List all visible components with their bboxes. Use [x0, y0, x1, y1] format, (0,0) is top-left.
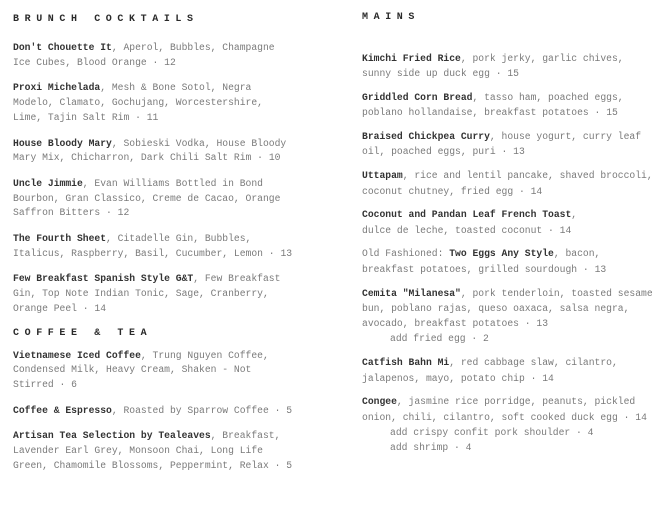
- item-description: , Trung Nguyen Coffee, Condensed Milk, Heavy Cream, Shaken - Not Stirred: [13, 349, 269, 390]
- mains-list: [362, 51, 662, 456]
- item-description: , rice and lentil pancake, shaved broccoli, coconut chutney, fried egg: [362, 170, 653, 197]
- item-name: Braised Chickpea Curry: [362, 131, 490, 143]
- menu-item: [362, 51, 662, 82]
- menu-item: [13, 429, 303, 473]
- menu-item: [13, 177, 303, 221]
- section-title-brunch-cocktails: BRUNCH COCKTAILS: [13, 14, 199, 25]
- item-description: , Sobieski Vodka, House Bloody Mary Mix, Chicharron, Dark Chili Salt Rim: [13, 137, 287, 164]
- item-price: · 11: [129, 112, 158, 123]
- item-name: Coffee & Espresso: [13, 404, 112, 416]
- item-price: · 5: [269, 405, 292, 416]
- coffee-tea-list: [13, 349, 303, 474]
- item-name: The Fourth Sheet: [13, 233, 107, 245]
- item-description: , Evan Williams Bottled in Bond Bourbon, Gran Classico, Creme de Cacao, Orange Saffron Bitters: [13, 177, 281, 219]
- item-description: , Breakfast, Lavender Earl Grey, Monsoon Chai, Long Life Green, Chamomile Blossoms, Peppermint, Relax: [13, 430, 281, 471]
- item-name: Catfish Bahn Mi: [362, 357, 450, 369]
- item-price: · 14: [513, 186, 542, 197]
- item-price: · 13: [263, 248, 292, 259]
- item-price: · 15: [490, 68, 519, 79]
- item-description: , Roasted by Sparrow Coffee: [111, 404, 269, 416]
- item-description: , pork tenderloin, toasted sesame bun, poblano rajas, queso oaxaca, salsa negra, avocado, breakfast potatoes: [362, 287, 653, 330]
- item-description: , Few Breakfast Gin, Top Note Indian Tonic, Sage, Cranberry, Orange Peel: [13, 273, 281, 314]
- item-description: , Aperol, Bubbles, Champagne Ice Cubes, Blood Orange: [13, 42, 275, 68]
- item-description: , tasso ham, poached eggs, poblano hollandaise, breakfast potatoes: [362, 92, 624, 119]
- item-name: Kimchi Fried Rice: [362, 53, 461, 64]
- item-price: · 14: [542, 225, 571, 236]
- item-name: Vietnamese Iced Coffee: [13, 349, 141, 361]
- menu-item: [362, 129, 662, 160]
- item-name: Cemita "Milanesa": [362, 287, 461, 299]
- item-description: , Mesh & Bone Sotol, Negra Modelo, Clamato, Gochujang, Worcestershire, Lime, Tajin Salt Rim: [13, 82, 263, 123]
- item-price: · 12: [100, 207, 129, 218]
- item-name: Congee: [362, 396, 397, 408]
- item-price: · 6: [54, 379, 77, 390]
- item-description: , jasmine rice porridge, peanuts, pickled onion, chili, cilantro, soft cooked duck egg: [362, 396, 636, 423]
- addon-price: · 2: [466, 333, 489, 344]
- menu-item: [362, 246, 662, 277]
- menu-item: [13, 41, 303, 70]
- item-name: Don't Chouette It: [13, 42, 112, 53]
- menu-item: [362, 394, 662, 455]
- menu-item: [13, 349, 303, 393]
- right-column: [362, 0, 662, 464]
- addon-price: · 4: [570, 427, 593, 438]
- menu-item: [13, 81, 303, 125]
- item-price: · 10: [251, 152, 280, 163]
- item-name: House Bloody Mary: [13, 137, 112, 149]
- menu-item: [13, 404, 303, 419]
- item-description: , bacon, breakfast potatoes, grilled sourdough: [362, 248, 601, 275]
- addon-price: · 4: [448, 442, 471, 453]
- item-addon: [362, 331, 662, 346]
- item-name: Proxi Michelada: [13, 82, 101, 94]
- item-price: · 13: [496, 146, 525, 157]
- menu-item: [13, 232, 303, 261]
- item-price: · 13: [577, 264, 606, 275]
- item-price: · 14: [525, 373, 554, 384]
- item-addon: [362, 440, 662, 455]
- item-name: Artisan Tea Selection by Tealeaves: [13, 430, 211, 442]
- section-title-coffee-tea: COFFEE & TEA: [13, 327, 153, 339]
- item-price: · 15: [589, 107, 618, 118]
- item-description: , house yogurt, curry leaf oil, poached eggs, puri: [362, 131, 642, 158]
- addon-label: add fried egg: [390, 333, 466, 345]
- item-price: · 14: [618, 412, 647, 423]
- item-name: Coconut and Pandan Leaf French Toast: [362, 209, 572, 221]
- item-name: Few Breakfast Spanish Style G&T: [13, 273, 194, 285]
- section-title-mains: MAINS: [362, 12, 421, 23]
- menu-item: [362, 207, 662, 238]
- menu-item: [13, 137, 303, 166]
- item-description: , dulce de leche, toasted coconut: [362, 209, 578, 236]
- item-price: · 5: [269, 460, 292, 471]
- menu-item: [362, 286, 662, 347]
- menu-item: [362, 355, 662, 386]
- addon-label: add shrimp: [390, 442, 449, 454]
- brunch-cocktails-list: [13, 41, 303, 317]
- menu-item: [362, 90, 662, 121]
- item-name: Griddled Corn Bread: [362, 92, 473, 104]
- item-price: · 12: [147, 57, 176, 68]
- item-description: , pork jerky, garlic chives, sunny side up duck egg: [362, 53, 624, 80]
- item-name: Uncle Jimmie: [13, 177, 83, 189]
- addon-label: add crispy confit pork shoulder: [390, 426, 571, 438]
- item-price: · 14: [77, 303, 106, 314]
- menu-item: [13, 272, 303, 316]
- left-column: [13, 0, 303, 484]
- item-description: , Citadelle Gin, Bubbles, Italicus, Raspberry, Basil, Cucumber, Lemon: [13, 233, 263, 259]
- item-prefix: Old Fashioned:: [362, 248, 450, 260]
- item-name: Uttapam: [362, 170, 403, 182]
- menu-item: [362, 168, 662, 199]
- item-price: · 13: [519, 318, 548, 329]
- item-description: , red cabbage slaw, cilantro, jalapenos, mayo, potato chip: [362, 357, 618, 384]
- item-addon: [362, 425, 662, 440]
- item-name: Two Eggs Any Style: [449, 248, 554, 260]
